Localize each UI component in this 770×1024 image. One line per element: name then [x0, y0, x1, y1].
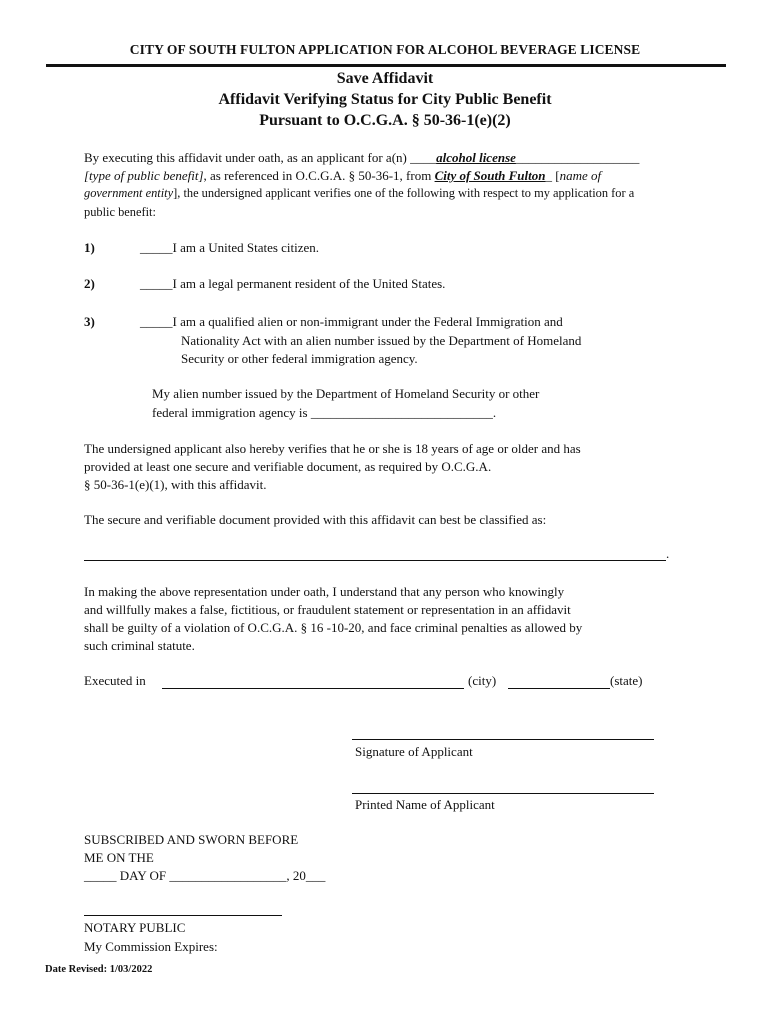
- intro-text: By executing this affidavit under oath, as an applicant for a(n) ____: [84, 150, 437, 165]
- sworn-line-2: ME ON THE: [84, 850, 154, 865]
- city-label: (city): [468, 673, 497, 688]
- intro-line-2: [84, 168, 601, 184]
- intro-text: , as referenced in O.C.G.A. § 50-36-1, from: [203, 168, 435, 183]
- intro-line-1: [84, 150, 639, 166]
- executed-state-line[interactable]: [508, 688, 610, 689]
- signature-line[interactable]: [352, 739, 654, 740]
- intro-text: _ [: [545, 168, 560, 183]
- printed-name-line[interactable]: [352, 793, 654, 794]
- penalty-line-2: and willfully makes a false, fictitious, or fraudulent statement or representation in an affidavit: [84, 602, 571, 617]
- header-rule: [46, 64, 726, 67]
- date-revised: Date Revised: 1/03/2022: [45, 964, 153, 975]
- commission-expires-label: My Commission Expires:: [84, 939, 218, 954]
- penalty-line-1: In making the above representation under oath, I understand that any person who knowingly: [84, 584, 565, 599]
- age-line-3: § 50-36-1(e)(1), with this affidavit.: [84, 477, 267, 492]
- option-3-line-3: Security or other federal immigration agency.: [181, 351, 418, 366]
- title-save-affidavit: Save Affidavit: [336, 70, 434, 87]
- option-3-number: 3): [84, 314, 95, 329]
- form-header: CITY OF SOUTH FULTON APPLICATION FOR ALCOHOL BEVERAGE LICENSE: [129, 42, 641, 57]
- state-label: (state): [610, 673, 643, 688]
- age-line-1: The undersigned applicant also hereby verifies that he or she is 18 years of age or older and has: [84, 441, 581, 456]
- sworn-line-1: SUBSCRIBED AND SWORN BEFORE: [84, 832, 299, 847]
- option-2-resident[interactable]: _____I am a legal permanent resident of the United States.: [140, 276, 446, 291]
- notary-public-label: NOTARY PUBLIC: [84, 920, 186, 935]
- intro-text: government entity: [84, 186, 174, 200]
- alien-number-field[interactable]: federal immigration agency is ____________________________.: [152, 405, 497, 420]
- document-line-period: .: [666, 546, 670, 561]
- age-line-2: provided at least one secure and verifiable document, as required by O.C.G.A.: [84, 459, 492, 474]
- intro-text: ], the undersigned applicant verifies one of the following with respect to my application for a: [173, 186, 635, 200]
- printed-name-label: Printed Name of Applicant: [355, 797, 495, 812]
- alien-number-line-1: My alien number issued by the Department of Homeland Security or other: [152, 386, 540, 401]
- intro-text: name of: [559, 168, 602, 183]
- title-affidavit: Affidavit Verifying Status for City Public Benefit: [218, 91, 552, 108]
- penalty-line-3: shall be guilty of a violation of O.C.G.A. § 16 -10-20, and face criminal penalties as allowed by: [84, 620, 583, 635]
- intro-blank: ___________________: [515, 150, 640, 165]
- option-2-number: 2): [84, 276, 95, 291]
- executed-city-line[interactable]: [162, 688, 464, 689]
- document-classification-line[interactable]: [84, 560, 666, 561]
- sworn-date-field[interactable]: _____ DAY OF __________________, 20___: [84, 868, 326, 883]
- option-3-line-2: Nationality Act with an alien number issued by the Department of Homeland: [181, 333, 582, 348]
- entity-field[interactable]: City of South Fulton: [434, 168, 546, 183]
- signature-label: Signature of Applicant: [355, 744, 473, 759]
- benefit-type-label: [type of public benefit]: [84, 168, 204, 183]
- executed-label: Executed in: [84, 673, 146, 688]
- option-1-citizen[interactable]: _____I am a United States citizen.: [140, 240, 320, 255]
- option-1-number: 1): [84, 240, 95, 255]
- notary-signature-line[interactable]: [84, 915, 282, 916]
- option-3-alien[interactable]: _____I am a qualified alien or non-immigrant under the Federal Immigration and: [140, 314, 563, 329]
- penalty-line-4: such criminal statute.: [84, 638, 195, 653]
- title-pursuant: Pursuant to O.C.G.A. § 50-36-1(e)(2): [259, 112, 511, 129]
- license-type-field[interactable]: alcohol license: [436, 150, 516, 165]
- document-paragraph: The secure and verifiable document provided with this affidavit can best be classified as:: [84, 512, 547, 527]
- intro-line-4: public benefit:: [84, 205, 156, 219]
- intro-line-3: [84, 186, 634, 201]
